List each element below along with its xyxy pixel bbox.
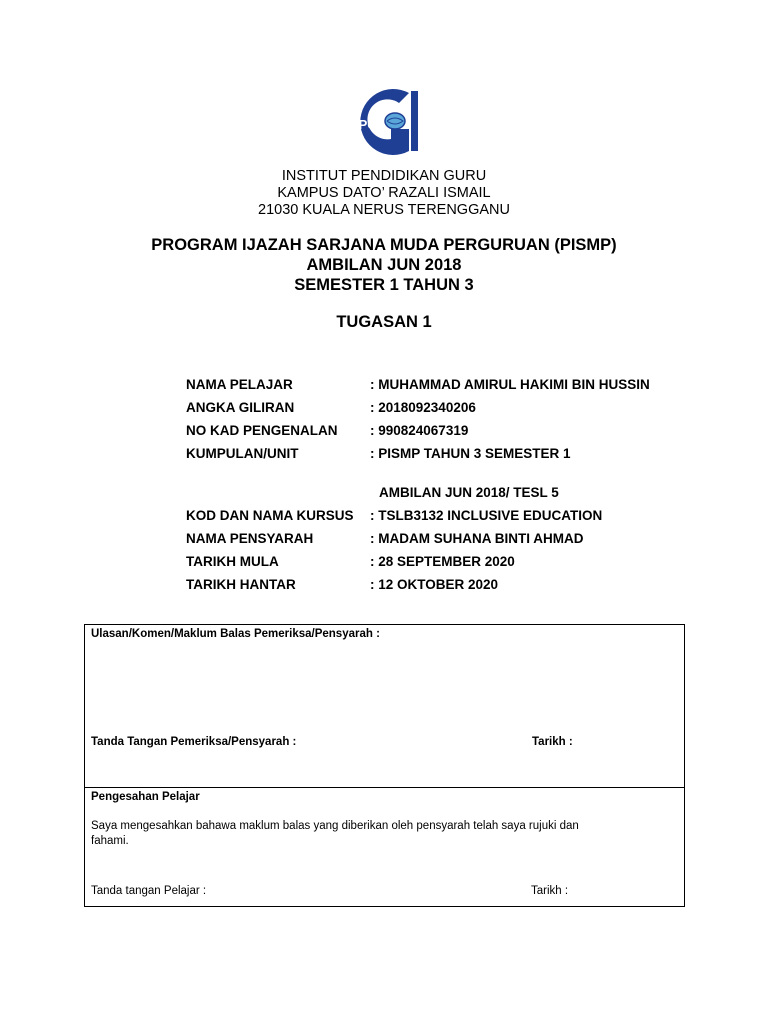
student-signature-label: Tanda tangan Pelajar : (91, 885, 207, 897)
institute-address: 21030 KUALA NERUS TERENGGANU (258, 202, 510, 218)
logo-text: iPG (355, 117, 378, 132)
angka-giliran-value: : 2018092340206 (370, 400, 476, 415)
kumpulan-value: : PISMP TAHUN 3 SEMESTER 1 (370, 446, 571, 461)
campus-name: KAMPUS DATO’ RAZALI ISMAIL (277, 185, 491, 201)
no-kad-label: NO KAD PENGENALAN (186, 423, 338, 438)
nama-pelajar-label: NAMA PELAJAR (186, 377, 293, 392)
no-kad-value: : 990824067319 (370, 423, 469, 438)
kursus-label: KOD DAN NAMA KURSUS (186, 508, 354, 523)
kumpulan-label: KUMPULAN/UNIT (186, 446, 299, 461)
lecturer-signature-label: Tanda Tangan Pemeriksa/Pensyarah : (91, 736, 297, 748)
feedback-box (84, 624, 685, 788)
student-date-label: Tarikh : (531, 885, 569, 897)
tarikh-hantar-label: TARIKH HANTAR (186, 577, 296, 592)
ipg-logo-icon (347, 85, 421, 159)
tarikh-mula-value: : 28 SEPTEMBER 2020 (370, 554, 515, 569)
angka-giliran-label: ANGKA GILIRAN (186, 400, 295, 415)
feedback-heading: Ulasan/Komen/Maklum Balas Pemeriksa/Pensyarah : (91, 628, 380, 640)
program-intake: AMBILAN JUN 2018 (306, 256, 462, 274)
nama-pelajar-value: : MUHAMMAD AMIRUL HAKIMI BIN HUSSIN (370, 377, 650, 392)
pensyarah-label: NAMA PENSYARAH (186, 531, 314, 546)
kumpulan-value-line2: AMBILAN JUN 2018/ TESL 5 (379, 485, 559, 500)
tarikh-mula-label: TARIKH MULA (186, 554, 279, 569)
student-statement-line2: fahami. (91, 835, 129, 847)
student-statement: Saya mengesahkan bahawa maklum balas yang diberikan oleh pensyarah telah saya rujuki dan (91, 820, 579, 832)
program-semester: SEMESTER 1 TAHUN 3 (294, 276, 474, 294)
task-title: TUGASAN 1 (336, 313, 432, 331)
student-confirmation-heading: Pengesahan Pelajar (91, 791, 200, 803)
student-confirmation-box (84, 787, 685, 907)
lecturer-date-label: Tarikh : (532, 736, 573, 748)
institute-name: INSTITUT PENDIDIKAN GURU (281, 168, 487, 184)
tarikh-hantar-value: : 12 OKTOBER 2020 (370, 577, 499, 592)
pensyarah-value: : MADAM SUHANA BINTI AHMAD (370, 531, 584, 546)
kursus-value: : TSLB3132 INCLUSIVE EDUCATION (370, 508, 603, 523)
program-title: PROGRAM IJAZAH SARJANA MUDA PERGURUAN (PISMP) (151, 236, 617, 254)
